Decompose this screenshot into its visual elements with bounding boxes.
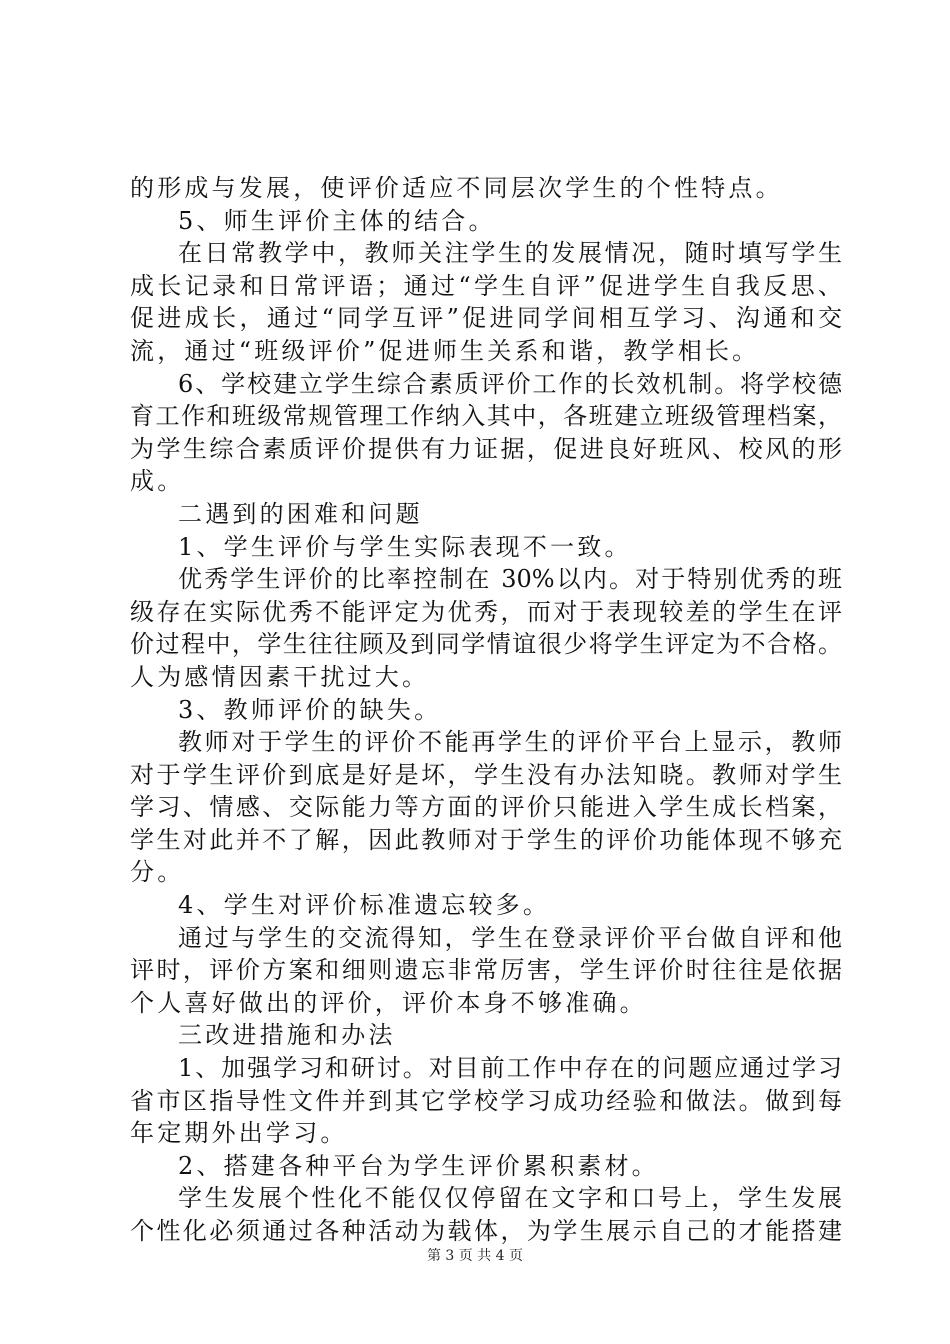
text-line: 1、学生评价与学生实际表现不一致。	[178, 532, 632, 561]
text-line: 3、教师评价的缺失。	[178, 695, 442, 724]
page-number-label: 第 3 页 共 4 页	[426, 1248, 524, 1264]
text-line: 1、加强学习和研讨。对目前工作中存在的问题应通过学习	[178, 1054, 842, 1083]
text-line: 人为感情因素干扰过大。	[130, 662, 430, 691]
text-line: 级存在实际优秀不能评定为优秀，而对于表现较差的学生在评	[130, 597, 842, 626]
text-line: 4、学生对评价标准遗忘较多。	[178, 891, 551, 920]
text-line: 为学生综合素质评价提供有力证据，促进良好班风、校风的形	[130, 434, 842, 463]
text-line: 三改进措施和办法	[178, 1021, 396, 1050]
text-line: 5、师生评价主体的结合。	[178, 206, 496, 235]
text-line: 促进成长，通过“同学互评”促进同学间相互学习、沟通和交	[130, 304, 842, 333]
page-footer	[0, 1246, 950, 1266]
text-line: 通过与学生的交流得知，学生在登录评价平台做自评和他	[178, 923, 842, 952]
text-line: 学习、情感、交际能力等方面的评价只能进入学生成长档案，	[130, 793, 842, 822]
text-line: 评时，评价方案和细则遗忘非常厉害，学生评价时往往是依据	[130, 956, 842, 985]
text-line: 二遇到的困难和问题	[178, 499, 423, 528]
text-line: 流，通过“班级评价”促进师生关系和谐，教学相长。	[130, 336, 760, 365]
text-line: 在日常教学中，教师关注学生的发展情况，随时填写学生	[178, 239, 842, 268]
document-body	[130, 172, 842, 1248]
text-line: 成。	[130, 467, 185, 496]
text-line: 2、搭建各种平台为学生评价累积素材。	[178, 1151, 659, 1180]
text-line: 分。	[130, 858, 185, 887]
text-line: 优秀学生评价的比率控制在 30%以内。对于特别优秀的班	[178, 565, 842, 594]
text-line: 省市区指导性文件并到其它学校学习成功经验和做法。做到每	[130, 1086, 842, 1115]
text-line: 个性化必须通过各种活动为载体，为学生展示自己的才能搭建	[130, 1217, 842, 1245]
text-line: 学生对此并不了解，因此教师对于学生的评价功能体现不够充	[130, 825, 842, 854]
text-line: 价过程中，学生往往顾及到同学情谊很少将学生评定为不合格。	[130, 630, 842, 659]
text-line: 年定期外出学习。	[130, 1119, 348, 1148]
text-line: 学生发展个性化不能仅仅停留在文字和口号上，学生发展	[178, 1184, 842, 1213]
text-line: 的形成与发展，使评价适应不同层次学生的个性特点。	[130, 174, 783, 202]
text-line: 对于学生评价到底是好是坏，学生没有办法知晓。教师对学生	[130, 760, 842, 789]
text-line: 成长记录和日常评语；通过“学生自评”促进学生自我反思、	[130, 271, 842, 300]
text-line: 个人喜好做出的评价，评价本身不够准确。	[130, 988, 647, 1017]
text-line: 教师对于学生的评价不能再学生的评价平台上显示，教师	[178, 728, 842, 757]
text-line: 6、学校建立学生综合素质评价工作的长效机制。将学校德	[178, 369, 842, 398]
text-line: 育工作和班级常规管理工作纳入其中，各班建立班级管理档案，	[130, 402, 842, 431]
